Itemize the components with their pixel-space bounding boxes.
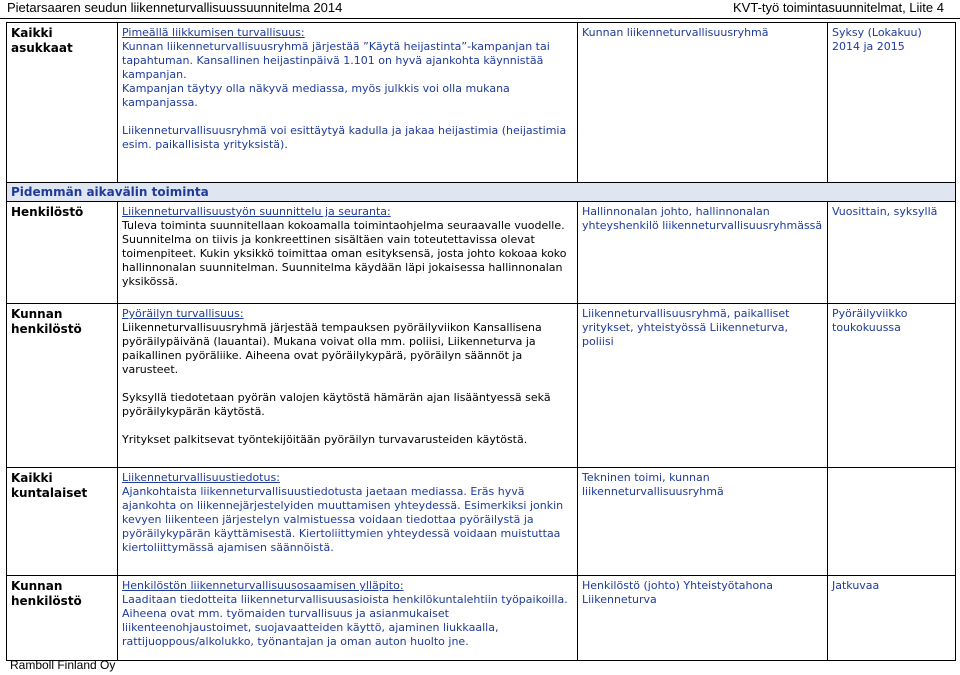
action-paragraph: Tuleva toiminta suunnitellaan kokoamalla toimintaohjelma seuraavalle vuodelle. Suunnitelma on tiivis ja konkreettinen sisältäen vain toteutettavissa olevat toimenpiteet. Kukin yksikkö toimittaa oman esityksensä, josta johto kokoaa koko hallinnonalan suunnitelman. Suunnitelma käydään läpi jokaisessa hallinnonalan yksikössä. <box>122 219 567 288</box>
target-group-cell: Kaikki asukkaat <box>7 23 118 183</box>
action-cell <box>118 468 578 576</box>
action-heading: Henkilöstön liikenneturvallisuusosaamisen ylläpito: <box>122 579 404 592</box>
section-title: Pidemmän aikavälin toiminta <box>7 183 956 202</box>
table-row <box>7 23 956 183</box>
action-heading: Pyöräilyn turvallisuus: <box>122 307 244 320</box>
action-cell <box>118 304 578 468</box>
header-right-text: KVT-työ toimintasuunnitelmat, Liite 4 <box>733 0 944 15</box>
timing-cell: Pyöräilyviikko toukokuussa <box>828 304 956 468</box>
header-left-text: Pietarsaaren seudun liikenneturvallisuussuunnitelma 2014 <box>7 0 343 15</box>
responsible-cell: Henkilöstö (johto) Yhteistyötahona Liikenneturva <box>578 576 828 661</box>
target-group-cell: Kaikki kuntalaiset <box>7 468 118 576</box>
action-cell <box>118 23 578 183</box>
timing-cell: Jatkuvaa <box>828 576 956 661</box>
timing-cell: Vuosittain, syksyllä <box>828 202 956 304</box>
responsible-cell: Liikenneturvallisuusryhmä, paikalliset yritykset, yhteistyössä Liikenneturva, poliisi <box>578 304 828 468</box>
table-row <box>7 576 956 661</box>
timing-cell <box>828 468 956 576</box>
action-cell <box>118 202 578 304</box>
action-heading: Liikenneturvallisuustyön suunnittelu ja seuranta: <box>122 205 391 218</box>
responsible-cell: Tekninen toimi, kunnan liikenneturvallisuusryhmä <box>578 468 828 576</box>
action-heading: Liikenneturvallisuustiedotus: <box>122 471 280 484</box>
table-row <box>7 202 956 304</box>
footer-company: Ramboll Finland Oy <box>10 658 116 672</box>
target-group-cell: Kunnan henkilöstö <box>7 576 118 661</box>
action-cell <box>118 576 578 661</box>
timing-cell: Syksy (Lokakuu) 2014 ja 2015 <box>828 23 956 183</box>
section-header-row <box>7 183 956 202</box>
responsible-cell: Kunnan liikenneturvallisuusryhmä <box>578 23 828 183</box>
target-group-cell: Henkilöstö <box>7 202 118 304</box>
action-heading: Pimeällä liikkumisen turvallisuus: <box>122 26 305 39</box>
action-paragraph: Liikenneturvallisuusryhmä järjestää tempauksen pyöräilyviikon Kansallisena pyöräilypäivänä (lauantai). Mukana voivat olla mm. poliisi, Liikenneturva ja paikallinen pyöräliike. Aiheena ovat pyöräilykypärä, pyöräilyn säännöt ja varusteet. <box>122 321 542 376</box>
target-group-cell: Kunnan henkilöstö <box>7 304 118 468</box>
action-paragraph: Syksyllä tiedotetaan pyörän valojen käytöstä hämärän ajan lisääntyessä sekä pyöräilykypärän käytöstä. <box>122 391 551 418</box>
action-paragraph: Laaditaan tiedotteita liikenneturvallisuusasioista henkilökuntalehtiin työpaikoilla. Aiheena ovat mm. työmaiden turvallisuus ja asianmukaiset liikenteenohjaustoimet, suojavaatteiden käyttö, ajaminen liukkaalla, rattijuoppous/alkolukko, työnantajan ja oman auton huolto jne. <box>122 593 568 648</box>
table-row <box>7 468 956 576</box>
action-paragraph: Yritykset palkitsevat työntekijöitään pyöräilyn turvavarusteiden käytöstä. <box>122 433 528 446</box>
action-paragraph: Ajankohtaista liikenneturvallisuustiedotusta jaetaan mediassa. Eräs hyvä ajankohta on liikennejärjestelyiden muuttamisen yhteydessä. Esimerkiksi jonkin kevyen liikenteen järjestelyn valmistuessa voidaan tiedottaa pyöräilystä ja pyöräilykypärän käyttämisestä. Kiertoliittymien yhteydessä voidaan muistuttaa kiertoliittymässä ajamisen säännöistä. <box>122 485 564 554</box>
action-plan-table <box>6 22 956 661</box>
action-paragraph: Liikenneturvallisuusryhmä voi esittäytyä kadulla ja jakaa heijastimia (heijastimia esim. paikallisista yrityksistä). <box>122 124 567 151</box>
page-header <box>0 0 960 19</box>
responsible-cell: Hallinnonalan johto, hallinnonalan yhteyshenkilö liikenneturvallisuusryhmässä <box>578 202 828 304</box>
action-paragraph: Kunnan liikenneturvallisuusryhmä järjestää ”Käytä heijastinta”-kampanjan tai tapahtuman. Kansallinen heijastinpäivä 1.101 on hyvä ajankohta käynnistää kampanjan. <box>122 40 550 81</box>
table-row <box>7 304 956 468</box>
action-paragraph: Kampanjan täytyy olla näkyvä mediassa, myös julkkis voi olla mukana kampanjassa. <box>122 82 510 109</box>
